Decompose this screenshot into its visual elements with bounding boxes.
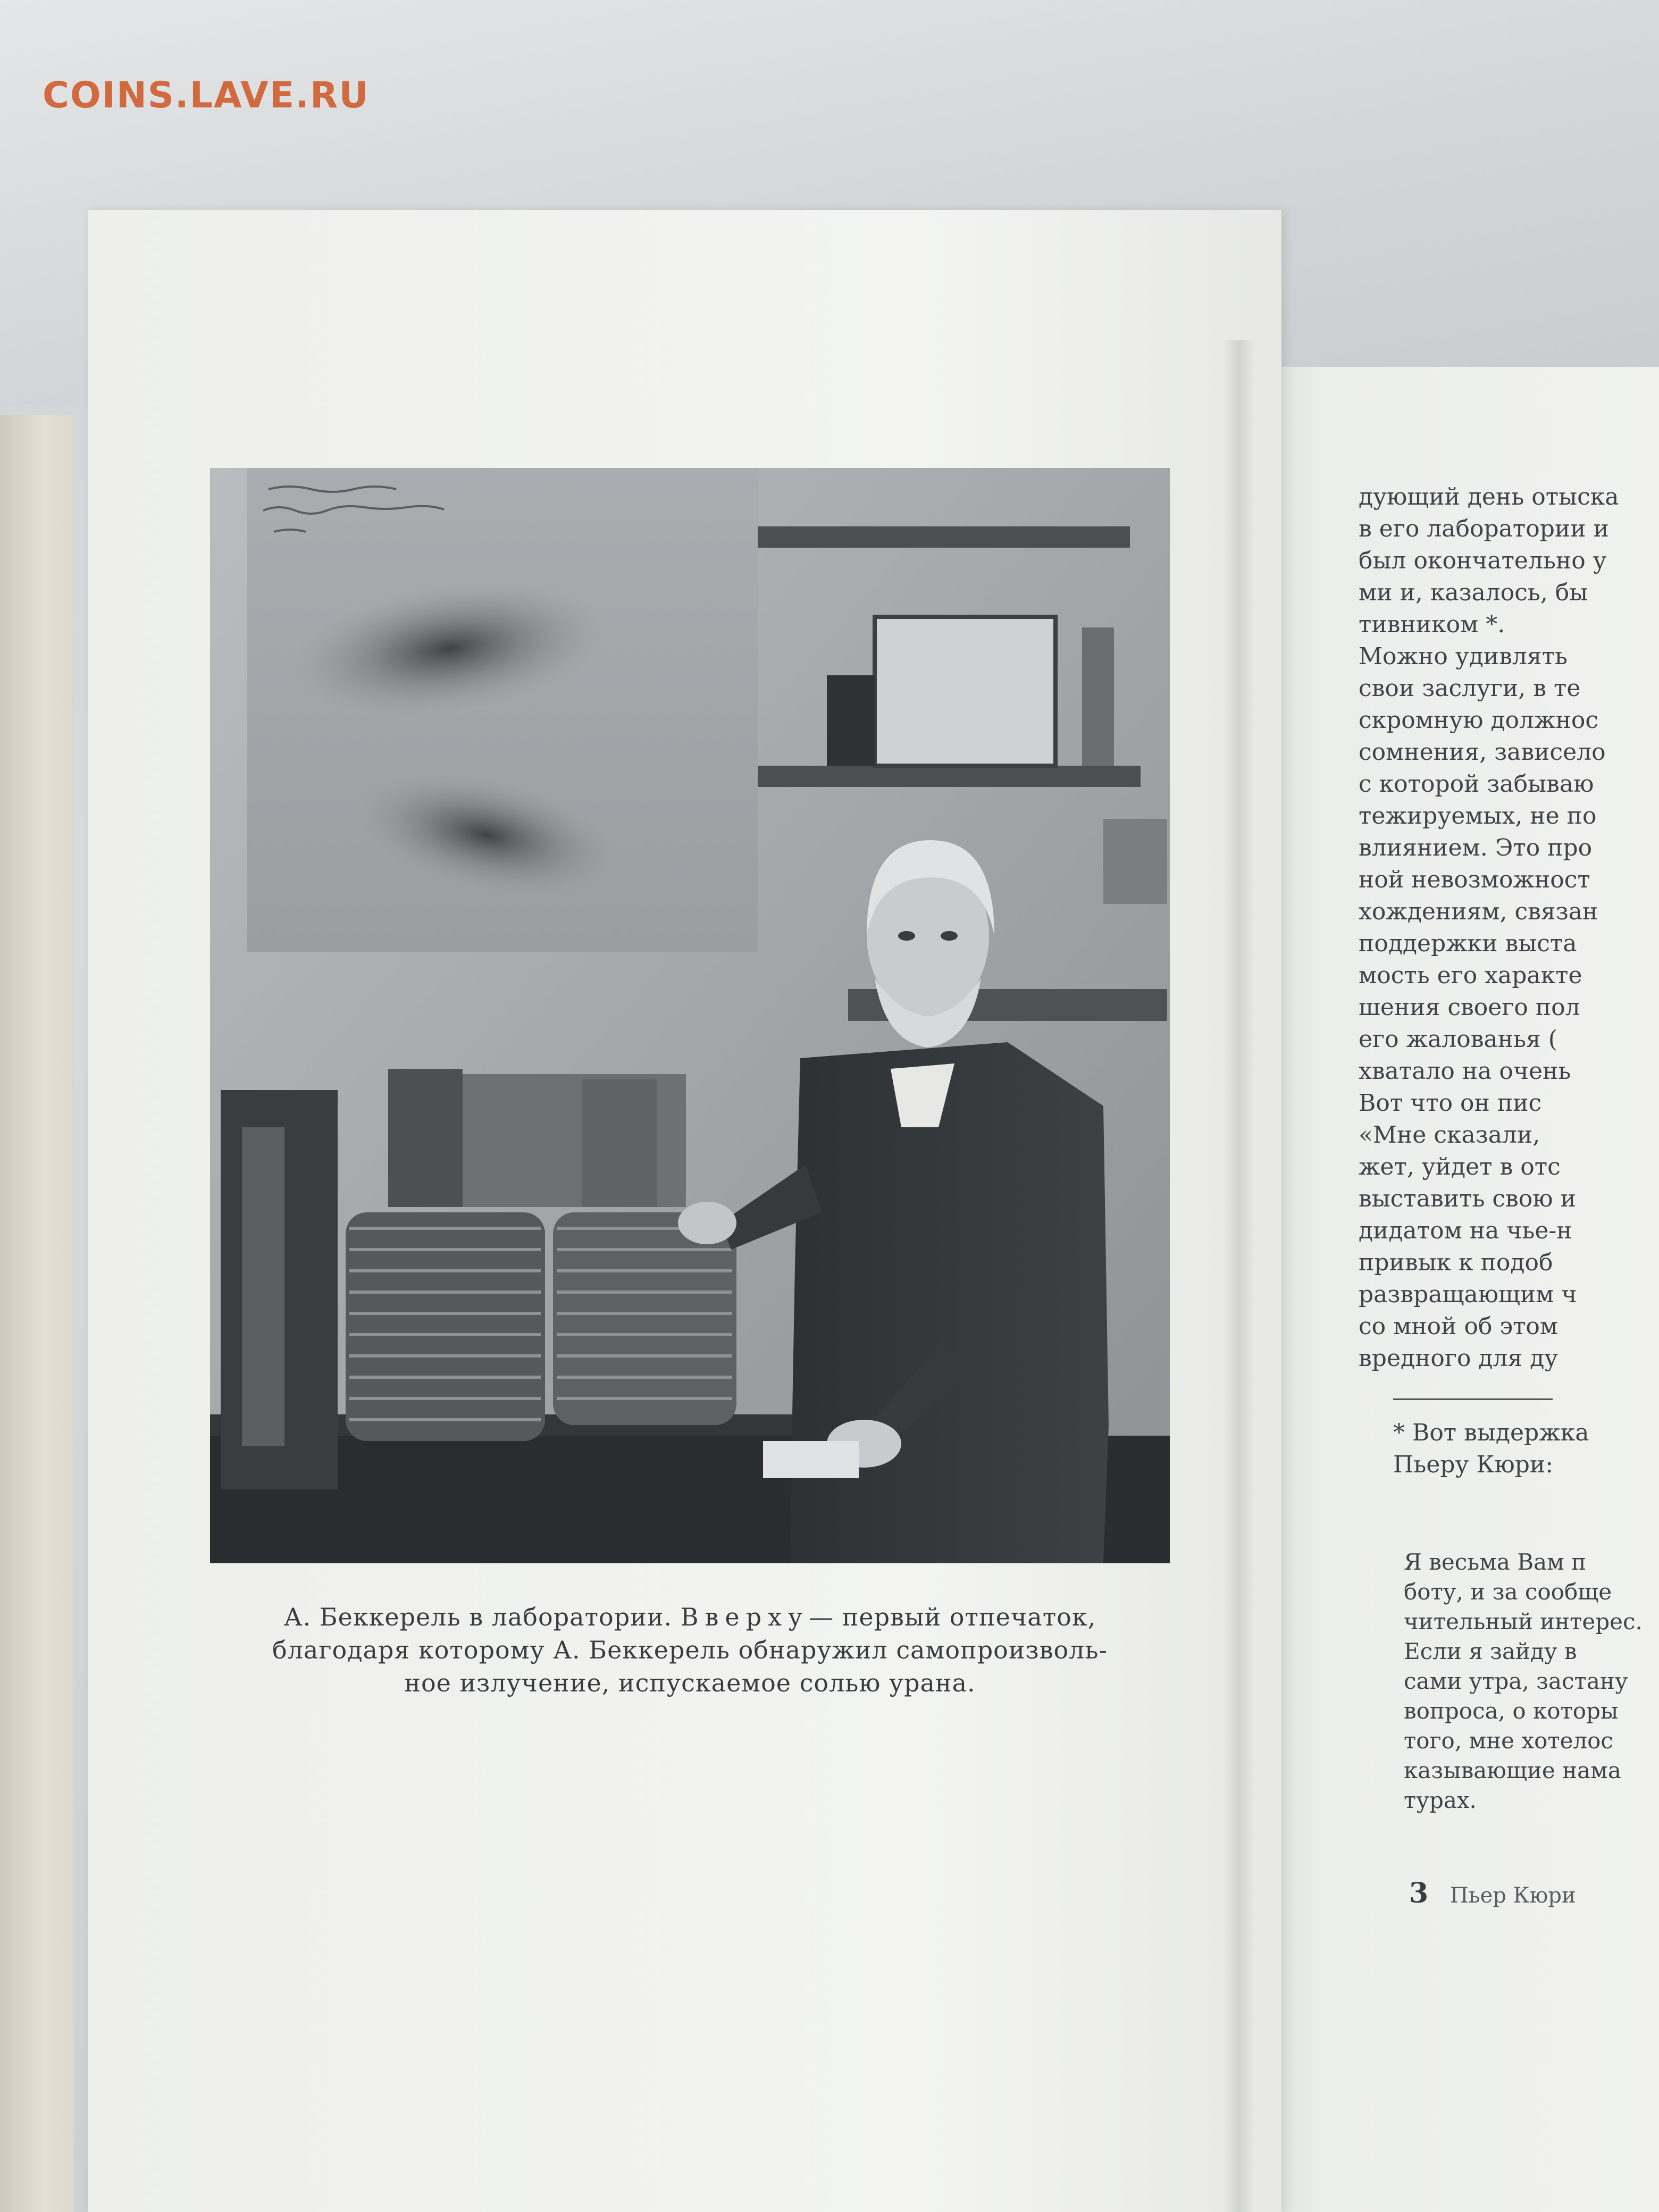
letter-line: чительный интерес. bbox=[1404, 1608, 1643, 1635]
photo-caption bbox=[210, 1601, 1170, 1699]
body-text-line: Вот что он пис bbox=[1359, 1090, 1542, 1117]
body-text-line: вредного для ду bbox=[1359, 1345, 1559, 1372]
body-text-line: тежируемых, не по bbox=[1359, 802, 1597, 830]
body-text-line: ми и, казалось, бы bbox=[1359, 579, 1588, 606]
footnote-rule bbox=[1393, 1398, 1553, 1400]
body-text-line: хождениям, связан bbox=[1359, 898, 1598, 925]
body-text-line: свои заслуги, в те bbox=[1359, 675, 1581, 702]
body-text-line: Можно удивлять bbox=[1359, 643, 1568, 670]
caption-line-1 bbox=[210, 1601, 1170, 1633]
letter-line: того, мне хотелос bbox=[1404, 1728, 1613, 1754]
letter-line: турах. bbox=[1404, 1787, 1477, 1813]
body-text-line: в его лаборатории и bbox=[1359, 515, 1609, 542]
letter-line: боту, и за сообще bbox=[1404, 1579, 1612, 1605]
letter-line: казывающие нама bbox=[1404, 1757, 1621, 1783]
letter-excerpt bbox=[1404, 1547, 1659, 1815]
body-text-line: сомнения, зависело bbox=[1359, 739, 1606, 766]
body-text-line: жет, уйдет в отс bbox=[1359, 1153, 1561, 1180]
running-title: Пьер Кюри bbox=[1449, 1883, 1576, 1908]
body-text-line: шения своего пол bbox=[1359, 994, 1580, 1021]
watermark-text: COINS.LAVE.RU bbox=[43, 74, 370, 116]
body-text-line: поддержки выста bbox=[1359, 930, 1577, 957]
body-text-line: скромную должнос bbox=[1359, 707, 1598, 734]
letter-line: Если я зайду в bbox=[1404, 1638, 1577, 1664]
caption-text-b: Вверху bbox=[680, 1603, 809, 1631]
footnote bbox=[1393, 1417, 1659, 1481]
footnote-line: * Вот выдержка bbox=[1393, 1419, 1589, 1446]
caption-text-c: — первый отпечаток, bbox=[809, 1603, 1096, 1631]
caption-line-2: благодаря которому А. Беккерель обнаружил самопроизволь- bbox=[272, 1636, 1108, 1664]
page-footer bbox=[1409, 1877, 1576, 1909]
body-text-line: «Мне сказали, bbox=[1359, 1121, 1540, 1149]
body-text-line: ной невозможност bbox=[1359, 866, 1590, 893]
caption-line-3: ное излучение, испускаемое солью урана. bbox=[404, 1669, 976, 1697]
body-text-line: выставить свою и bbox=[1359, 1185, 1576, 1212]
body-text-line: его жалованья ( bbox=[1359, 1026, 1557, 1053]
letter-line: Я весьма Вам п bbox=[1404, 1549, 1587, 1575]
footnote-line: Пьеру Кюри: bbox=[1393, 1451, 1554, 1478]
body-text-line: привык к подоб bbox=[1359, 1249, 1553, 1276]
body-text-line: со мной об этом bbox=[1359, 1313, 1559, 1340]
right-page-body bbox=[1359, 481, 1659, 1375]
body-text-line: с которой забываю bbox=[1359, 770, 1594, 798]
body-text-line: тивником *. bbox=[1359, 611, 1505, 638]
body-text-line: дидатом на чье-н bbox=[1359, 1217, 1572, 1244]
book-edge bbox=[0, 415, 74, 2212]
body-text-line: был окончательно у bbox=[1359, 547, 1607, 574]
becquerel-lab-photo bbox=[210, 468, 1170, 1563]
letter-line: вопроса, о которы bbox=[1404, 1698, 1619, 1724]
caption-text-a: А. Беккерель в лаборатории. bbox=[283, 1603, 673, 1631]
body-text-line: мость его характе bbox=[1359, 962, 1582, 989]
page-number: 3 bbox=[1409, 1877, 1429, 1909]
body-text-line: влиянием. Это про bbox=[1359, 834, 1593, 861]
letter-line: сами утра, застану bbox=[1404, 1668, 1628, 1694]
body-text-line: хватало на очень bbox=[1359, 1058, 1571, 1085]
body-text-line: развращающим ч bbox=[1359, 1281, 1577, 1308]
body-text-line: дующий день отыска bbox=[1359, 483, 1619, 510]
book-gutter bbox=[1223, 340, 1255, 2212]
